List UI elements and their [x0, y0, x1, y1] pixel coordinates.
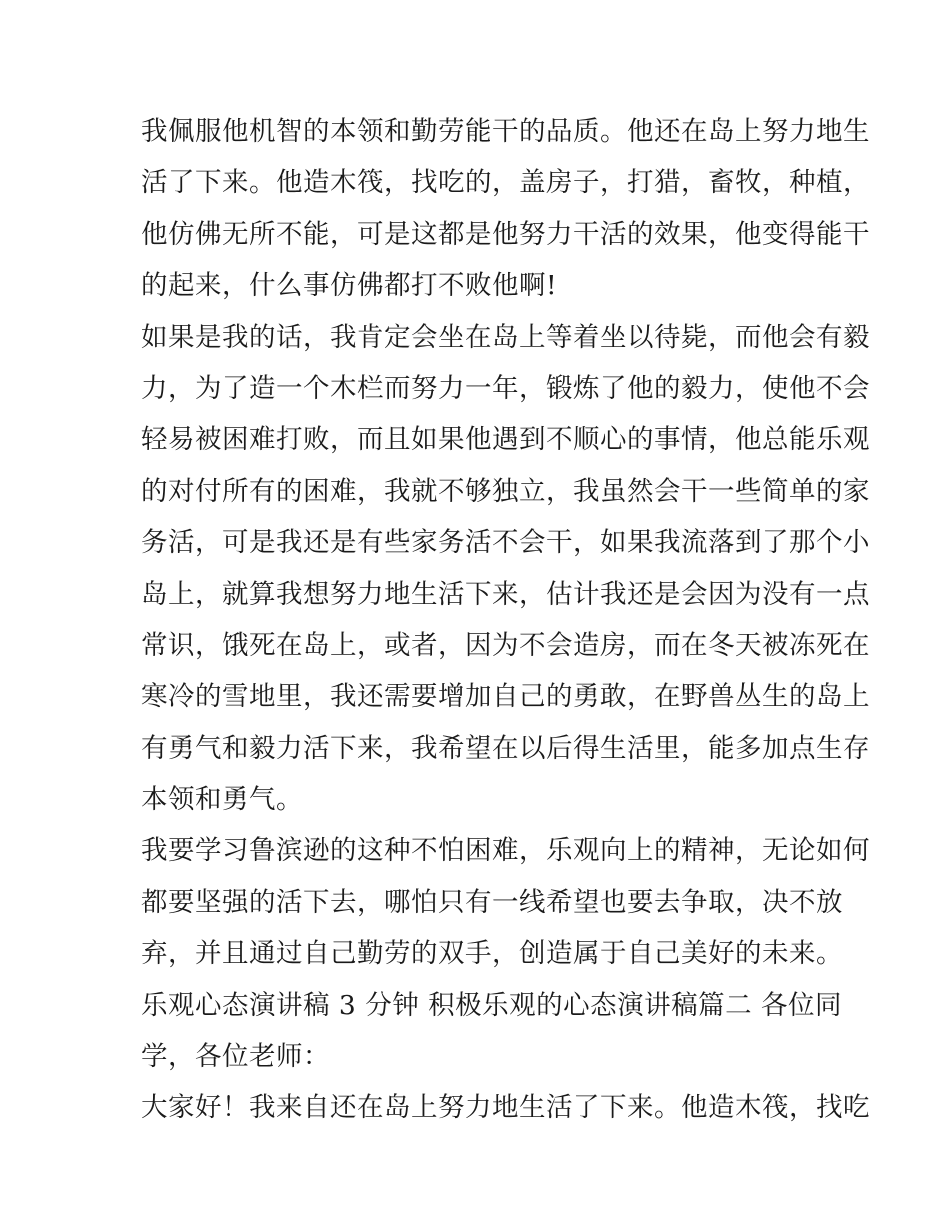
text-line: 岛上，就算我想努力地生活下来，估计我还是会因为没有一点: [141, 578, 870, 610]
text-line: 寒冷的雪地里，我还需要增加自己的勇敢，在野兽丛生的岛上: [141, 681, 870, 713]
text-line: 我要学习鲁滨逊的这种不怕困难，乐观向上的精神，无论如何: [141, 835, 870, 867]
text-line: 的对付所有的困难，我就不够独立，我虽然会干一些简单的家: [141, 475, 870, 507]
text-line: 常识，饿死在岛上，或者，因为不会造房，而在冬天被冻死在: [141, 629, 870, 661]
text-line: 都要坚强的活下去，哪怕只有一线希望也要去争取，决不放: [141, 886, 843, 918]
text-line: 力，为了造一个木栏而努力一年，锻炼了他的毅力，使他不会: [141, 372, 870, 404]
text-line: 学，各位老师：: [141, 1041, 330, 1073]
text-line: 活了下来。他造木筏，找吃的，盖房子，打猎，畜牧，种植，: [141, 167, 870, 199]
text-line: 如果是我的话，我肯定会坐在岛上等着坐以待毙，而他会有毅: [141, 321, 870, 353]
text-line: 务活，可是我还是有些家务活不会干，如果我流落到了那个小: [141, 527, 870, 559]
text-line: 大家好！我来自还在岛上努力地生活了下来。他造木筏，找吃: [141, 1092, 870, 1124]
text-line: 本领和勇气。: [141, 784, 303, 816]
body-text: [141, 106, 870, 1134]
text-line: 的起来，什么事仿佛都打不败他啊!: [141, 270, 558, 302]
text-line: 乐观心态演讲稿 3 分钟 积极乐观的心态演讲稿篇二 各位同: [141, 989, 843, 1021]
text-line: 有勇气和毅力活下来，我希望在以后得生活里，能多加点生存: [141, 732, 870, 764]
text-line: 我佩服他机智的本领和勤劳能干的品质。他还在岛上努力地生: [141, 116, 870, 147]
text-line: 轻易被困难打败，而且如果他遇到不顺心的事情，他总能乐观: [141, 424, 870, 456]
text-line: 弃，并且通过自己勤劳的双手，创造属于自己美好的未来。: [141, 938, 843, 970]
text-line: 他仿佛无所不能，可是这都是他努力干活的效果，他变得能干: [141, 218, 870, 250]
